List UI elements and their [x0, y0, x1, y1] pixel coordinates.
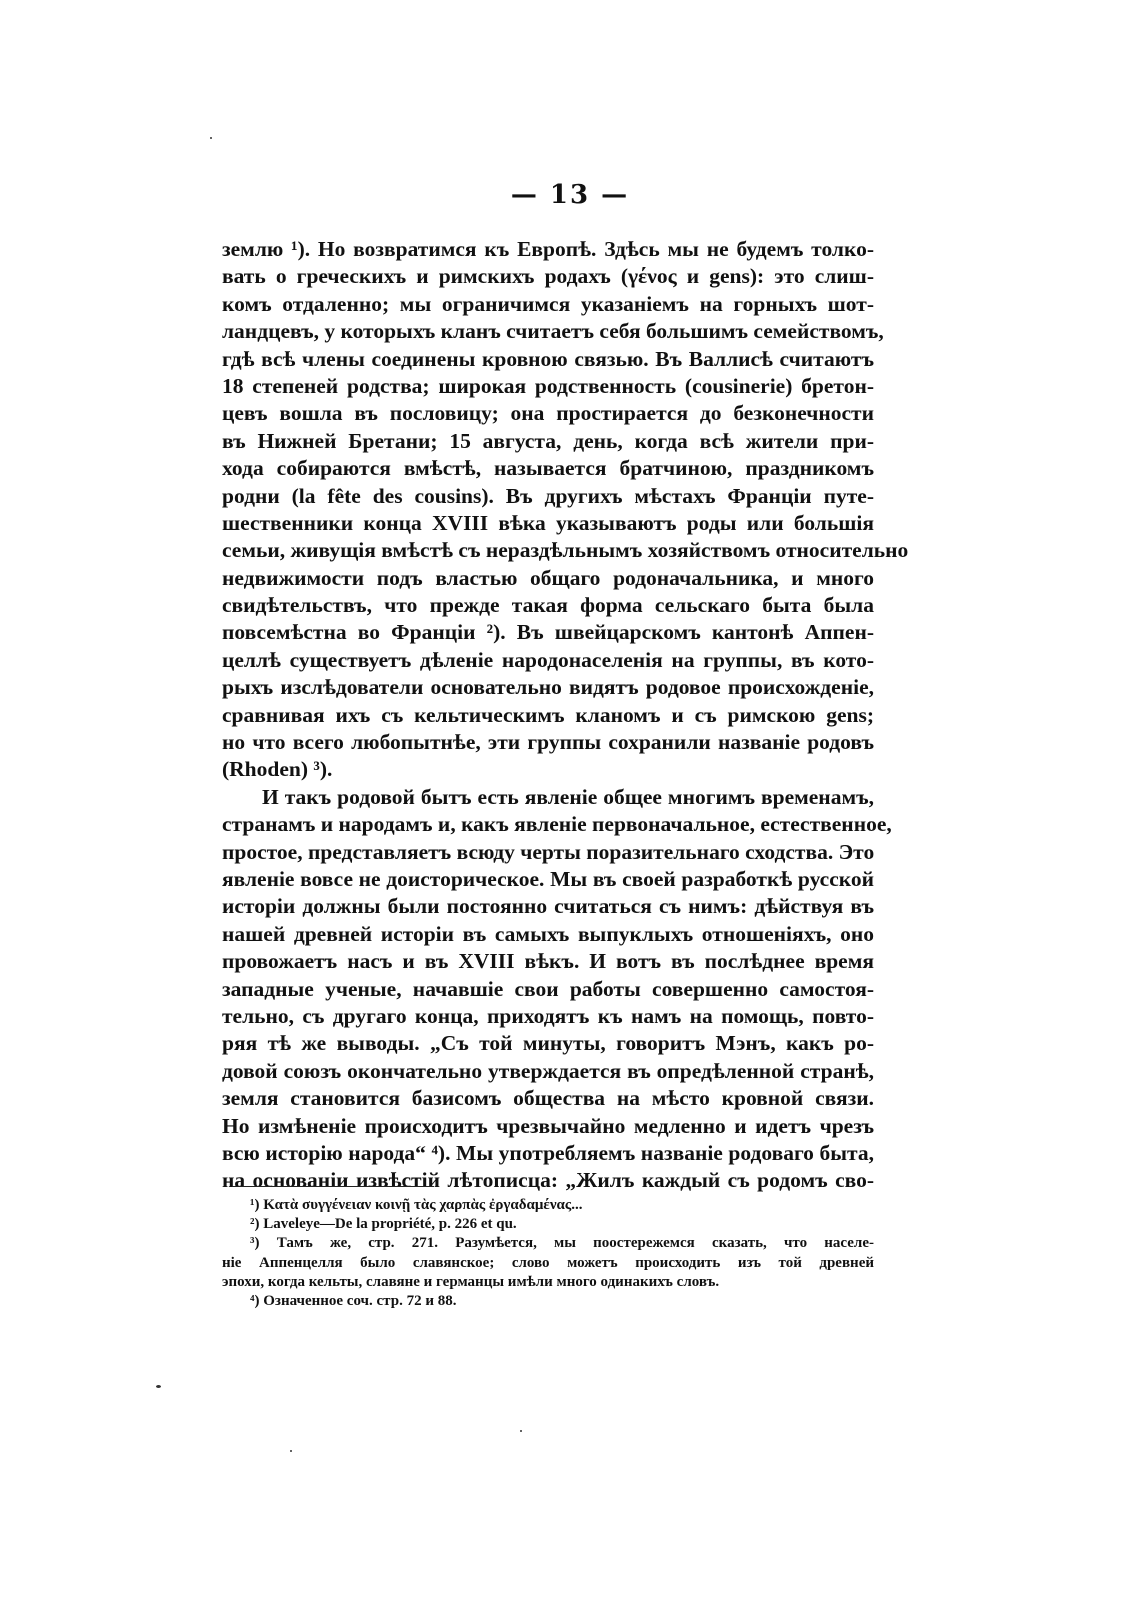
text-line: целлѣ существуетъ дѣленіе народонаселенія на группы, въ кото-	[222, 647, 874, 672]
text-line: всю исторію народа“ ⁴). Мы употребляемъ названіе родоваго быта,	[222, 1140, 874, 1165]
text-line: 18 степеней родства; широкая родственность (cousinerie) бретон-	[222, 373, 874, 398]
text-line: Но измѣненіе происходитъ чрезвычайно медленно и идетъ чрезъ	[222, 1113, 874, 1138]
text-line: повсемѣстна во Франціи ²). Въ швейцарскомъ кантонѣ Аппен-	[222, 620, 874, 645]
text-line: сравнивая ихъ съ кельтическимъ кланомъ и съ римскою gens;	[222, 702, 874, 727]
footnote-line: ⁴) Означенное соч. стр. 72 и 88.	[250, 1292, 457, 1309]
footnotes	[222, 1196, 874, 1311]
text-line: довой союзъ окончательно утверждается въ опредѣленной странѣ,	[222, 1058, 874, 1083]
scan-speck	[290, 1450, 292, 1452]
text-line: вать о греческихъ и римскихъ родахъ (γένος и gens): это слиш-	[222, 264, 874, 289]
footnote-line: эпохи, когда кельты, славяне и германцы имѣли много одинакихъ словъ.	[222, 1273, 720, 1290]
scan-speck	[520, 1430, 522, 1432]
text-line: нашей древней исторіи въ самыхъ выпуклыхъ отношеніяхъ, оно	[222, 921, 874, 946]
text-line: простое, представляетъ всюду черты поразительнаго сходства. Это	[222, 839, 875, 864]
text-line: въ Нижней Бретани; 15 августа, день, когда всѣ жители при-	[222, 428, 874, 453]
text-line: исторіи должны были постоянно считаться съ нимъ: дѣйствуя въ	[222, 894, 874, 919]
text-line: (Rhoden) ³).	[222, 757, 333, 782]
text-line: провожаетъ насъ и въ XVIII вѣкъ. И вотъ въ послѣднее время	[222, 949, 874, 974]
text-line: хода собираются вмѣстѣ, называется братчиною, праздникомъ	[222, 456, 874, 481]
text-line: явленіе вовсе не доисторическое. Мы въ своей разработкѣ русской	[222, 866, 874, 891]
text-line: комъ отдаленно; мы ограничимся указаніемъ на горныхъ шот-	[222, 291, 874, 316]
scan-speck	[156, 1385, 161, 1388]
footnote-line: ²) Laveleye—De la propriété, p. 226 et qu.	[250, 1216, 517, 1233]
text-line: семьи, живущія вмѣстѣ съ нераздѣльнымъ хозяйствомъ относительно	[222, 538, 909, 563]
text-line: ряя тѣ же выводы. „Съ той минуты, говоритъ Мэнъ, какъ ро-	[222, 1031, 874, 1056]
text-line: земля становится базисомъ общества на мѣсто кровной связи.	[222, 1086, 874, 1111]
text-line: ландцевъ, у которыхъ кланъ считаетъ себя большимъ семействомъ,	[222, 319, 884, 344]
page-number: — 13 —	[510, 180, 630, 210]
text-line: землю ¹). Но возвратимся къ Европѣ. Здѣсь мы не будемъ толко-	[222, 237, 874, 261]
scan-speck	[210, 137, 212, 139]
footnote-line: ³) Тамъ же, стр. 271. Разумѣется, мы поостережемся сказать, что населе-	[250, 1235, 874, 1252]
body-text	[222, 236, 909, 1195]
text-line: цевъ вошла въ пословицу; она простирается до безконечности	[222, 401, 874, 426]
text-line: рыхъ изслѣдователи основательно видятъ родовое происхожденіе,	[222, 675, 874, 700]
text-line: западные ученые, начавшіе свои работы совершенно самостоя-	[222, 976, 874, 1001]
text-line: странамъ и народамъ и, какъ явленіе первоначальное, естественное,	[222, 812, 892, 837]
text-line: на основаніи извѣстій лѣтописца: „Жилъ каждый съ родомъ сво-	[222, 1168, 874, 1193]
text-line: тельно, съ другаго конца, приходятъ къ намъ на помощь, повто-	[222, 1003, 874, 1028]
text-line: И такъ родовой бытъ есть явленіе общее многимъ временамъ,	[262, 784, 874, 809]
text-line: свидѣтельствъ, что прежде такая форма сельскаго быта была	[222, 593, 874, 618]
footnote-line: ¹) Κατὰ συγγένειαν κοινῇ τὰς χαρπὰς ἐργαδαμένας...	[250, 1197, 583, 1213]
text-line: шественники конца XVIII вѣка указываютъ роды или большія	[222, 510, 874, 535]
text-line: но что всего любопытнѣе, эти группы сохранили названіе родовъ	[222, 730, 874, 755]
text-line: недвижимости подъ властью общаго родоначальника, и много	[222, 565, 874, 590]
text-line: гдѣ всѣ члены соединены кровною связью. Въ Валлисѣ считаютъ	[222, 346, 874, 371]
footnote-rule	[232, 1186, 434, 1187]
text-line: родни (la fête des cousins). Въ другихъ мѣстахъ Франціи путе-	[222, 483, 874, 508]
footnote-line: ніе Аппенцелля было славянское; слово можетъ происходить изъ той древней	[222, 1254, 874, 1271]
